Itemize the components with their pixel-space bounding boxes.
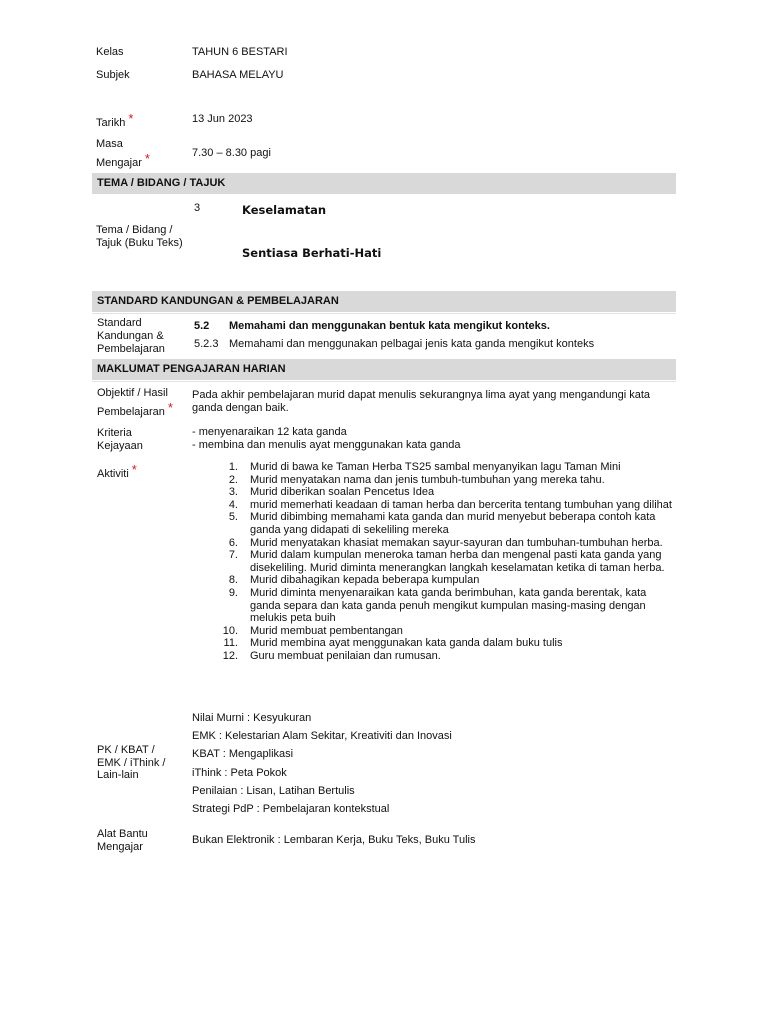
sp-code: 5.2.3 [194, 338, 219, 350]
objektif-label [97, 400, 173, 418]
item-text: Murid dalam kumpulan meneroka taman herba dan mengenal pasti kata ganda yang disekeliling. Murid diminta menerangkan langkah keselamatan ketika di taman herba. [250, 549, 665, 574]
divider [92, 381, 676, 382]
aktiviti-label-text: Aktiviti [97, 468, 129, 480]
list-item [192, 625, 672, 638]
pk-ithink: iThink : Peta Pokok [192, 767, 287, 779]
pk-nilai: Nilai Murni : Kesyukuran [192, 712, 312, 724]
objektif-label-1: Objektif / Hasil [97, 387, 168, 399]
item-text: Murid di bawa ke Taman Herba TS25 sambal menyanyikan lagu Taman Mini [250, 461, 621, 473]
tarikh-value: 13 Jun 2023 [192, 113, 253, 125]
item-number: 11. [223, 637, 238, 650]
divider [92, 313, 676, 314]
item-text: Guru membuat penilaian dan rumusan. [250, 649, 441, 662]
tema-label: Tema / Bidang / Tajuk (Buku Teks) [96, 224, 183, 249]
list-item [192, 474, 672, 487]
tema-heading: TEMA / BIDANG / TAJUK [92, 173, 676, 194]
kelas-label: Kelas [96, 46, 124, 58]
item-text: Murid membuat pembentangan [250, 624, 403, 637]
item-text: Murid membina ayat menggunakan kata ganda dalam buku tulis [250, 637, 563, 650]
tarikh-label-text: Tarikh [96, 117, 126, 129]
list-item [192, 461, 672, 474]
pk-emk: EMK : Kelestarian Alam Sekitar, Kreativiti dan Inovasi [192, 730, 452, 742]
pk-label: PK / KBAT / EMK / iThink / Lain-lain [97, 744, 166, 781]
required-mark: * [131, 462, 137, 477]
maklumat-heading: MAKLUMAT PENGAJARAN HARIAN [92, 359, 676, 380]
required-mark: * [144, 151, 150, 166]
aktiviti-list [192, 461, 672, 663]
tema-number: 3 [194, 202, 201, 214]
kriteria-item-1: - menyenaraikan 12 kata ganda [192, 426, 347, 438]
list-item [192, 587, 672, 625]
item-text: Murid dibahagikan kepada beberapa kumpulan [250, 574, 480, 587]
abm-label: Alat Bantu Mengajar [97, 828, 148, 853]
list-item [192, 650, 672, 663]
sk-text: Memahami dan menggunakan bentuk kata mengikut konteks. [229, 320, 550, 332]
subjek-label: Subjek [96, 69, 130, 81]
item-number: 1. [228, 461, 238, 473]
abm-text: Bukan Elektronik : Lembaran Kerja, Buku Teks, Buku Tulis [192, 834, 476, 846]
item-number: 7. [228, 549, 238, 562]
item-number: 8. [228, 574, 238, 587]
item-number: 10. [222, 624, 238, 637]
sk-code: 5.2 [194, 320, 210, 332]
pk-strategi: Strategi PdP : Pembelajaran kontekstual [192, 803, 390, 815]
item-text: Murid menyatakan khasiat memakan sayur-sayuran dan tumbuhan-tumbuhan herba. [250, 536, 663, 549]
item-text: Murid dibimbing memahami kata ganda dan murid menyebut beberapa contoh kata ganda yang didapati di sekeliling mereka [250, 511, 656, 536]
list-item [192, 499, 672, 512]
item-number: 5. [228, 511, 238, 524]
item-text: Murid menyatakan nama dan jenis tumbuh-tumbuhan yang mereka tahu. [250, 473, 605, 486]
list-item [192, 486, 672, 499]
kriteria-label-2: Kejayaan [97, 440, 143, 452]
kriteria-label-1: Kriteria [97, 427, 132, 439]
subjek-value: BAHASA MELAYU [192, 69, 284, 81]
masa-value: 7.30 – 8.30 pagi [192, 147, 271, 159]
item-text: Murid diminta menyenaraikan kata ganda berimbuhan, kata ganda berentak, kata ganda separa dan kata ganda penuh mengikut kumpulan masing-masing dengan melukis peta buih [250, 586, 647, 625]
kelas-value: TAHUN 6 BESTARI [192, 46, 288, 58]
item-text: Murid diberikan soalan Pencetus Idea [250, 486, 435, 499]
sp-text: Memahami dan menggunakan pelbagai jenis kata ganda mengikut konteks [229, 338, 595, 350]
required-mark: * [128, 111, 134, 126]
kriteria-item-2: - membina dan menulis ayat menggunakan kata ganda [192, 439, 461, 451]
list-item [192, 511, 672, 536]
pk-penilaian: Penilaian : Lisan, Latihan Bertulis [192, 785, 355, 797]
pk-kbat: KBAT : Mengaplikasi [192, 748, 294, 760]
item-number: 3. [228, 486, 238, 499]
masa-label-1: Masa [96, 138, 123, 150]
item-number: 9. [228, 586, 238, 599]
list-item [192, 637, 672, 650]
standard-label: Standard Kandungan & Pembelajaran [97, 317, 165, 355]
list-item [192, 537, 672, 550]
tema-title: Keselamatan [242, 203, 327, 217]
item-text: murid memerhati keadaan di taman herba dan bercerita tentang tumbuhan yang dilihat [250, 498, 672, 511]
objektif-label-text: Pembelajaran [97, 406, 165, 418]
required-mark: * [167, 400, 173, 415]
list-item [192, 574, 672, 587]
item-number: 12. [222, 649, 238, 662]
item-number: 4. [228, 498, 238, 511]
item-number: 2. [228, 473, 238, 486]
list-item [192, 549, 672, 574]
masa-label-text: Mengajar [96, 157, 142, 169]
tajuk-title: Sentiasa Berhati-Hati [242, 246, 382, 260]
standard-heading: STANDARD KANDUNGAN & PEMBELAJARAN [92, 291, 676, 312]
masa-label [96, 151, 150, 169]
tarikh-label [96, 111, 134, 129]
objektif-text: Pada akhir pembelajaran murid dapat menulis sekurangnya lima ayat yang mengandungi kata ganda dengan baik. [192, 389, 650, 414]
aktiviti-label [97, 462, 137, 480]
item-number: 6. [228, 536, 238, 549]
